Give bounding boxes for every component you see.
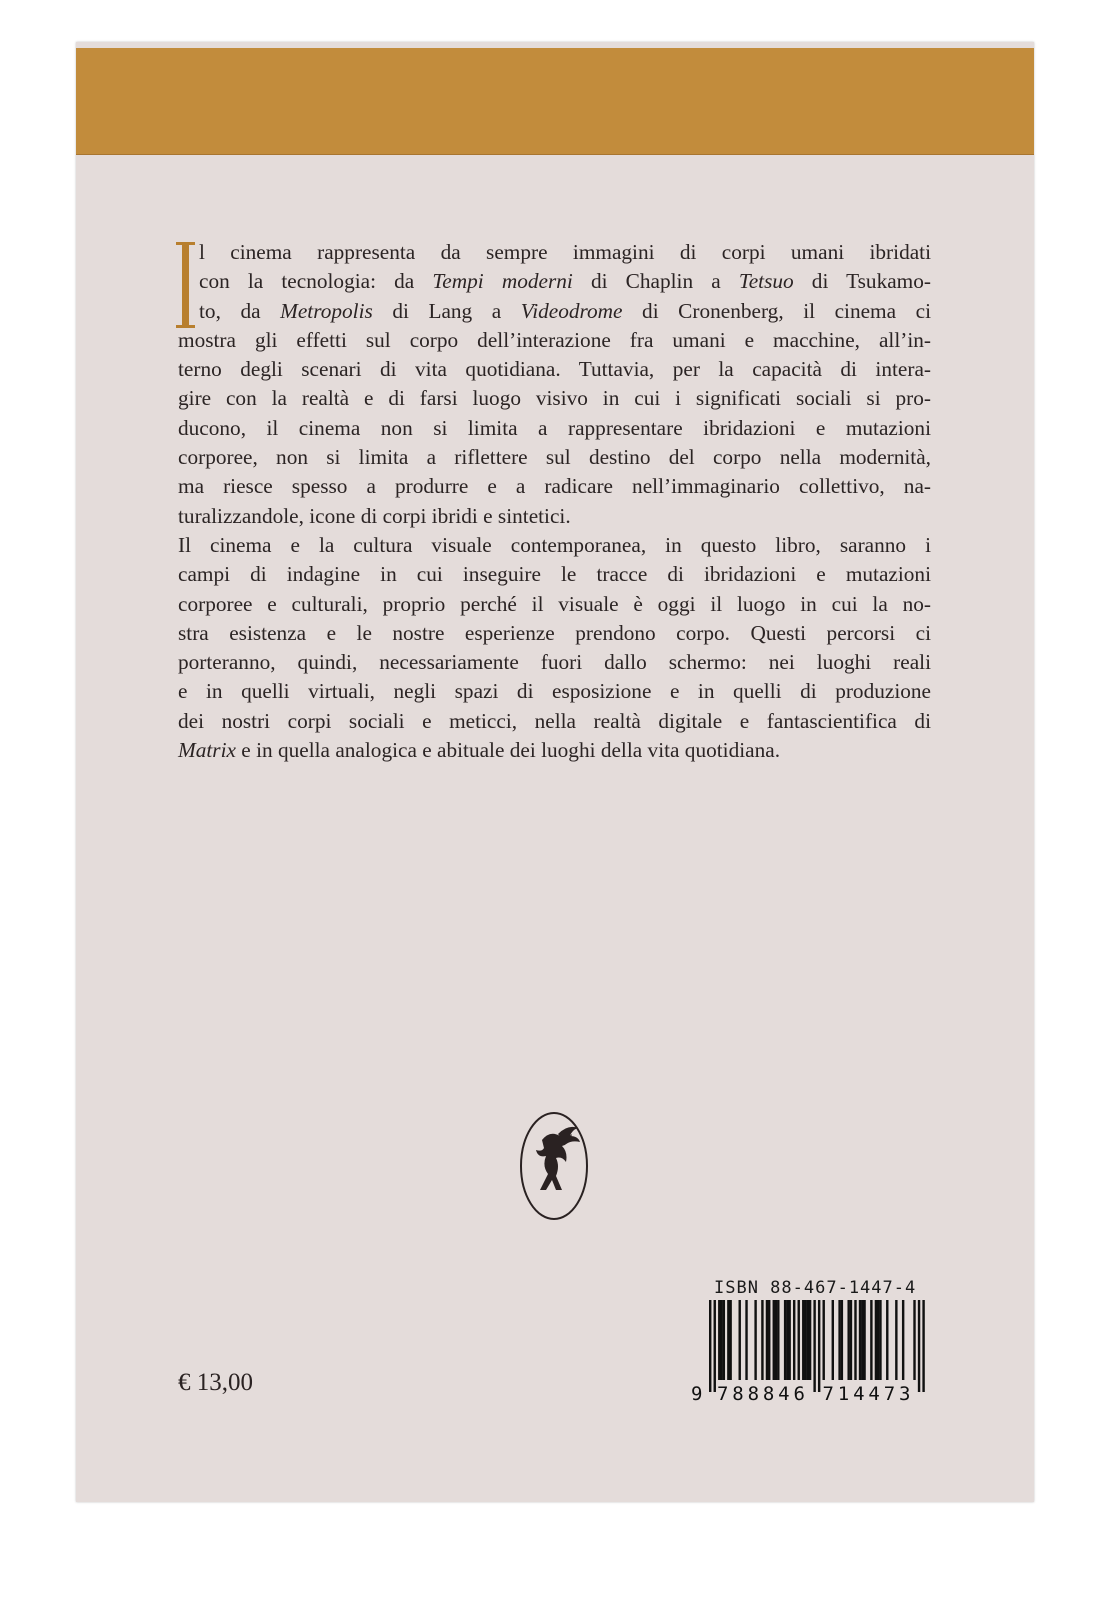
blurb-line (178, 648, 931, 677)
barcode-bar (784, 1300, 786, 1380)
text-segment: di Lang a (372, 298, 521, 323)
barcode-bar (798, 1300, 800, 1380)
text-segment: mostra gli effetti sul corpo dell’interazione fra umani e macchine, all’in- (178, 327, 931, 352)
barcode-bar (727, 1300, 729, 1380)
text-segment: porteranno, quindi, necessariamente fuori dallo schermo: nei luoghi reali (178, 650, 931, 675)
barcode-bar (720, 1300, 722, 1380)
book-back-cover (76, 42, 1034, 1502)
text-segment: corporee e culturali, proprio perché il visuale è oggi il luogo in cui la no- (178, 591, 931, 616)
text-segment: dei nostri corpi sociali e meticci, nella realtà digitale e fantascientifica di (178, 708, 931, 733)
barcode-bar (847, 1300, 849, 1380)
film-title: Videodrome (520, 298, 623, 323)
blurb-line (178, 267, 931, 296)
barcode-bar (761, 1300, 763, 1380)
film-title: Tetsuo (738, 269, 794, 294)
text-segment: di Tsukamo- (793, 269, 931, 294)
text-segment: stra esistenza e le nostre esperienze prendono corpo. Questi percorsi ci (178, 620, 931, 645)
text-segment: gire con la realtà e di farsi luogo visivo in cui i significati sociali si pro- (178, 386, 931, 411)
blurb-line (178, 297, 931, 326)
blurb-text (178, 238, 931, 765)
text-segment: campi di indagine in cui inseguire le tracce di ibridazioni e mutazioni (178, 562, 931, 587)
blurb-line (178, 560, 931, 589)
barcode-bar (832, 1300, 834, 1380)
barcode-bar (895, 1300, 897, 1380)
publisher-logo-icon (518, 1110, 590, 1222)
blurb-line (178, 677, 931, 706)
barcode-bar (818, 1300, 820, 1392)
barcode-bar (754, 1300, 756, 1380)
barcode-bar (745, 1300, 747, 1380)
barcode-bar (861, 1300, 863, 1380)
text-segment: ma riesce spesso a produrre e a radicare nell’immaginario collettivo, na- (178, 474, 931, 499)
blurb-line (178, 238, 931, 267)
text-segment: Il cinema e la cultura visuale contemporanea, in questo libro, saranno i (178, 532, 931, 557)
blurb-line (178, 384, 931, 413)
text-segment: l cinema rappresenta da sempre immagini di corpi umani ibridati (199, 240, 931, 264)
blurb-line (178, 502, 931, 531)
barcode-bar (775, 1300, 777, 1380)
text-segment: ducono, il cinema non si limita a rappresentare ibridazioni e mutazioni (178, 415, 931, 440)
barcode-bar (841, 1300, 843, 1380)
drop-cap (176, 242, 196, 328)
barcode-bar (922, 1300, 924, 1392)
price-label: € 13,00 (178, 1369, 253, 1396)
barcode-digits: 714473 (822, 1383, 911, 1405)
barcode-bar (786, 1300, 788, 1380)
barcode-bar (809, 1300, 811, 1380)
blurb-line (178, 590, 931, 619)
barcode (687, 1300, 932, 1410)
barcode-bar (723, 1300, 725, 1380)
blurb-line (178, 531, 931, 560)
film-title: Metropolis (280, 298, 373, 323)
blurb-line (178, 736, 931, 765)
blurb-line (178, 619, 931, 648)
text-segment: e in quella analogica e abituale dei luoghi della vita quotidiana. (235, 738, 781, 763)
barcode-bar (766, 1300, 768, 1380)
barcode-bar (804, 1300, 806, 1380)
barcode-bar (823, 1300, 825, 1380)
text-segment: di Chaplin a (572, 269, 739, 294)
barcode-bar (718, 1300, 720, 1380)
barcode-bar (768, 1300, 770, 1380)
barcode-bar (793, 1300, 795, 1380)
film-title: Matrix (178, 738, 236, 763)
blurb-line (178, 326, 931, 355)
barcode-bar (807, 1300, 809, 1380)
blurb-line (178, 472, 931, 501)
text-segment: con la tecnologia: da (199, 269, 433, 294)
blurb-line (178, 443, 931, 472)
barcode-bar (877, 1300, 879, 1380)
barcode-bar (913, 1300, 915, 1380)
text-segment: e in quelli virtuali, negli spazi di esposizione e in quelli di produzione (178, 679, 931, 704)
film-title: Tempi moderni (432, 269, 573, 294)
text-segment: to, da (199, 298, 281, 323)
barcode-digits: 788846 (716, 1383, 805, 1405)
barcode-bar (918, 1300, 920, 1392)
text-segment: corporee, non si limita a riflettere sul destino del corpo nella modernità, (178, 445, 931, 470)
text-segment: terno degli scenari di vita quotidiana. Tuttavia, per la capacità di intera- (178, 357, 931, 382)
blurb-line (178, 707, 931, 736)
barcode-bar (709, 1300, 711, 1392)
barcode-bar (879, 1300, 881, 1380)
barcode-bar (802, 1300, 804, 1380)
barcode-bar (850, 1300, 852, 1380)
barcode-bar (838, 1300, 840, 1380)
barcode-bar (813, 1300, 815, 1392)
barcode-bar (875, 1300, 877, 1380)
barcode-bar (777, 1300, 779, 1380)
barcode-bar (773, 1300, 775, 1380)
barcode-bar (863, 1300, 865, 1380)
barcode-bar (729, 1300, 731, 1380)
barcode-bar (714, 1300, 716, 1392)
barcode-bar (870, 1300, 872, 1380)
isbn-label: ISBN 88-467-1447-4 (714, 1278, 917, 1298)
barcode-bar (739, 1300, 741, 1380)
barcode-bar (854, 1300, 856, 1380)
barcode-digits: 9 (691, 1383, 703, 1405)
text-segment: turalizzandole, icone di corpi ibridi e sintetici. (178, 503, 571, 528)
text-segment: di Cronenberg, il cinema ci (622, 298, 931, 323)
barcode-bar (788, 1300, 790, 1380)
blurb-line (178, 414, 931, 443)
barcode-bar (902, 1300, 904, 1380)
top-color-band (76, 48, 1034, 155)
barcode-bar (859, 1300, 861, 1380)
blurb-line (178, 355, 931, 384)
barcode-bar (886, 1300, 888, 1380)
